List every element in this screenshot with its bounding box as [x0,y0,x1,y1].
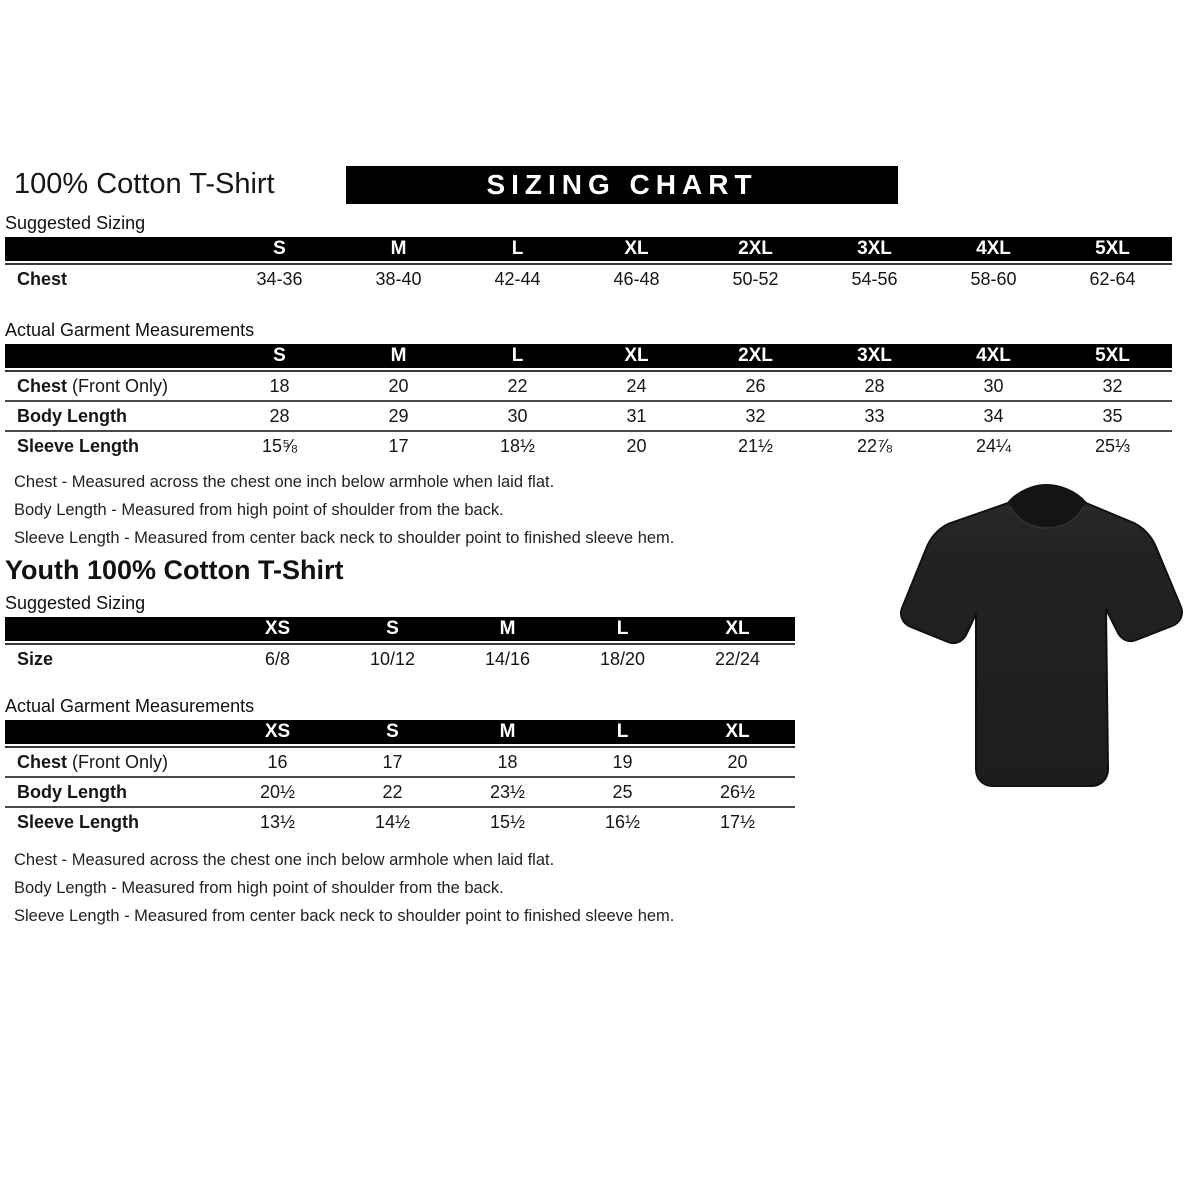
measurement-note: Chest - Measured across the chest one inch below armhole when laid flat. [14,851,555,869]
measurement-value: 32 [696,402,815,432]
measurement-value: 23½ [450,778,565,808]
size-column-header: XL [577,237,696,263]
size-column-header: XL [577,344,696,370]
measurement-note: Sleeve Length - Measured from center back neck to shoulder point to finished sleeve hem. [14,907,675,925]
row-label: Chest (Front Only) [5,746,220,778]
measurement-value: 18½ [499,435,536,456]
measurement-value: 62-64 [1053,263,1172,293]
measurement-value: 16 [220,746,335,778]
measurement-value: 22/24 [680,643,795,673]
row-label: Sleeve Length [17,435,140,456]
size-column-header: L [458,237,577,263]
size-column-header: M [450,617,565,643]
size-column-header: L [565,720,680,746]
size-column-header: M [339,237,458,263]
size-column-header: 3XL [815,237,934,263]
measurement-value: 54-56 [815,263,934,293]
measurement-value: 17½ [719,811,756,832]
youth-garment-measurements-table [5,720,795,836]
measurement-value: 28 [220,402,339,432]
measurement-value: 38-40 [339,263,458,293]
size-column-header: XS [220,720,335,746]
youth-garment-measurements-label: Actual Garment Measurements [5,696,255,716]
size-column-header: 3XL [815,344,934,370]
measurement-value: 30 [934,370,1053,402]
size-column-header: S [220,237,339,263]
measurement-value: 17 [335,746,450,778]
row-label: Chest [5,263,220,293]
adult-suggested-sizing-label: Suggested Sizing [5,213,146,233]
measurement-value: 26½ [680,778,795,808]
measurement-value: 32 [1053,370,1172,402]
size-column-header: S [335,720,450,746]
row-label: Body Length [5,402,220,432]
corner-cell [5,237,220,263]
table-row [5,263,1172,293]
measurement-value: 33 [815,402,934,432]
measurement-value: 18 [220,370,339,402]
table-row [5,432,1172,460]
measurement-note: Sleeve Length - Measured from center back neck to shoulder point to finished sleeve hem. [14,529,675,547]
measurement-value: 34 [934,402,1053,432]
black-tshirt-photo [898,479,1188,807]
size-column-header: 5XL [1053,237,1172,263]
size-column-header: 4XL [934,344,1053,370]
corner-cell [5,617,220,643]
measurement-value: 16½ [604,811,641,832]
measurement-value: 13½ [259,811,296,832]
size-column-header: M [339,344,458,370]
youth-suggested-sizing-table [5,617,795,673]
measurement-value: 15⅝ [261,435,298,456]
size-column-header: XL [680,617,795,643]
size-column-header: L [565,617,680,643]
measurement-value: 42-44 [458,263,577,293]
size-column-header: XL [680,720,795,746]
row-label: Sleeve Length [17,811,140,832]
table-row [5,370,1172,402]
measurement-value: 35 [1053,402,1172,432]
measurement-value: 26 [696,370,815,402]
adult-suggested-sizing-table [5,237,1172,293]
measurement-value: 14/16 [450,643,565,673]
measurement-value: 15½ [489,811,526,832]
measurement-value: 50-52 [696,263,815,293]
measurement-value: 19 [565,746,680,778]
measurement-value: 20 [626,435,647,456]
measurement-value: 46-48 [577,263,696,293]
measurement-value: 10/12 [335,643,450,673]
size-column-header: 4XL [934,237,1053,263]
table-row [5,402,1172,432]
measurement-value: 28 [815,370,934,402]
tshirt-illustration [898,479,1188,807]
measurement-value: 21½ [737,435,774,456]
page-title: 100% Cotton T-Shirt [14,168,275,200]
adult-garment-measurements-table [5,344,1172,460]
adult-garment-measurements-label: Actual Garment Measurements [5,320,255,340]
measurement-value: 29 [339,402,458,432]
size-column-header: M [450,720,565,746]
sizing-chart-banner: SIZING CHART [346,166,898,204]
measurement-note: Chest - Measured across the chest one inch below armhole when laid flat. [14,473,555,491]
measurement-value: 22⅞ [856,435,893,456]
size-header-row [5,237,1172,263]
size-header-row [5,720,795,746]
measurement-value: 31 [577,402,696,432]
size-column-header: S [220,344,339,370]
table-row [5,643,795,673]
measurement-value: 58-60 [934,263,1053,293]
measurement-value: 14½ [374,811,411,832]
measurement-value: 34-36 [220,263,339,293]
measurement-value: 22 [335,778,450,808]
youth-measurement-notes [14,846,1200,930]
measurement-value: 17 [388,435,409,456]
size-column-header: XS [220,617,335,643]
measurement-value: 22 [458,370,577,402]
measurement-value: 24 [577,370,696,402]
youth-section-title: Youth 100% Cotton T-Shirt [5,555,344,585]
row-label: Chest (Front Only) [5,370,220,402]
size-header-row [5,344,1172,370]
measurement-value: 25⅓ [1094,435,1131,456]
size-column-header: 2XL [696,344,815,370]
measurement-value: 24¼ [975,435,1012,456]
size-column-header: 2XL [696,237,815,263]
measurement-note: Body Length - Measured from high point of shoulder from the back. [14,501,504,519]
table-row [5,778,795,808]
measurement-value: 20 [339,370,458,402]
measurement-value: 25 [565,778,680,808]
size-column-header: S [335,617,450,643]
measurement-value: 18 [450,746,565,778]
corner-cell [5,344,220,370]
measurement-value: 30 [458,402,577,432]
row-label: Size [5,643,220,673]
measurement-value: 18/20 [565,643,680,673]
row-label: Body Length [5,778,220,808]
youth-suggested-sizing-label: Suggested Sizing [5,593,146,613]
measurement-value: 20 [680,746,795,778]
table-row [5,746,795,778]
size-column-header: L [458,344,577,370]
measurement-value: 6/8 [220,643,335,673]
size-header-row [5,617,795,643]
measurement-note: Body Length - Measured from high point of shoulder from the back. [14,879,504,897]
corner-cell [5,720,220,746]
table-row [5,808,795,836]
size-column-header: 5XL [1053,344,1172,370]
header-row [0,166,1200,206]
measurement-value: 20½ [220,778,335,808]
